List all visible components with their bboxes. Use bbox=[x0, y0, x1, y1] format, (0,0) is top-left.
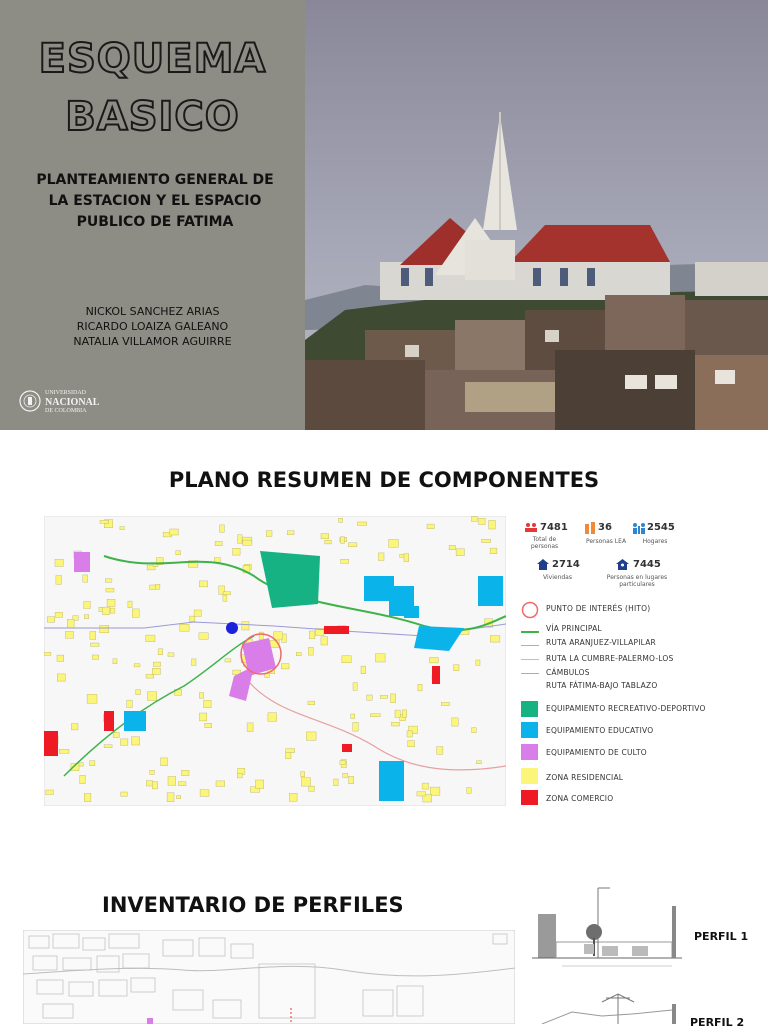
residential-block bbox=[306, 732, 316, 740]
residential-block bbox=[427, 524, 434, 529]
residential-block bbox=[482, 539, 491, 542]
stat-value: 7445 bbox=[633, 559, 661, 570]
stat-particulares bbox=[602, 558, 672, 592]
logo-line2: NACIONAL bbox=[45, 397, 100, 408]
residential-block bbox=[476, 761, 481, 764]
residential-block bbox=[456, 549, 464, 556]
residential-block bbox=[79, 763, 84, 766]
residential-block bbox=[255, 780, 263, 789]
residential-block bbox=[237, 774, 242, 778]
residential-block bbox=[378, 553, 384, 561]
residential-block bbox=[127, 700, 132, 707]
residential-block bbox=[286, 749, 295, 753]
legend-educativo: EQUIPAMIENTO EDUCATIVO bbox=[546, 726, 654, 735]
residential-block bbox=[181, 770, 189, 775]
residential-block bbox=[214, 558, 220, 563]
residential-block bbox=[242, 622, 249, 630]
residential-block bbox=[199, 693, 204, 699]
residential-block bbox=[321, 637, 328, 645]
residential-block bbox=[325, 540, 331, 544]
residential-block bbox=[408, 741, 415, 747]
residential-block bbox=[225, 659, 231, 662]
logo-line1: UNIVERSIDAD bbox=[45, 390, 86, 396]
residential-block bbox=[178, 782, 186, 786]
residential-block bbox=[90, 761, 95, 766]
residential-block bbox=[361, 666, 366, 674]
residential-block bbox=[268, 713, 277, 722]
cover-title-line1: ESQUEMA bbox=[38, 36, 267, 82]
residential-block bbox=[84, 602, 91, 609]
residential-block bbox=[301, 778, 310, 786]
residential-block bbox=[113, 732, 119, 737]
residential-block bbox=[170, 529, 179, 535]
residential-block bbox=[105, 579, 112, 583]
residential-block bbox=[449, 545, 455, 549]
residential-block bbox=[349, 776, 354, 784]
inventario-title: INVENTARIO DE PERFILES bbox=[102, 893, 404, 917]
residential-block bbox=[194, 610, 201, 616]
legend-ruta2b: CÁMBULOS bbox=[546, 668, 590, 677]
stat-label: Total de personas bbox=[530, 536, 559, 550]
residential-block bbox=[452, 718, 458, 726]
residential-block bbox=[46, 790, 54, 795]
residential-block bbox=[199, 633, 208, 639]
residential-block bbox=[107, 599, 115, 606]
resumen-title: PLANO RESUMEN DE COMPONENTES bbox=[168, 468, 600, 492]
stat-value: 2545 bbox=[647, 522, 675, 533]
ruta1-legend-swatch bbox=[521, 645, 539, 646]
legend-hito: PUNTO DE INTERÉS (HITO) bbox=[546, 604, 651, 613]
residential-block bbox=[223, 596, 227, 602]
cover-subtitle-line1: PLANTEAMIENTO GENERAL DE bbox=[36, 172, 274, 188]
residential-block bbox=[84, 793, 91, 801]
residential-block bbox=[146, 635, 155, 642]
stat-label: Viviendas bbox=[543, 574, 572, 581]
residential-block bbox=[357, 522, 366, 525]
residential-block bbox=[287, 531, 294, 535]
residential-block bbox=[128, 601, 132, 608]
residential-block bbox=[321, 534, 329, 539]
residential-block bbox=[110, 608, 115, 613]
residential-block bbox=[152, 668, 160, 674]
residential-block bbox=[301, 772, 305, 777]
residential-block bbox=[489, 520, 496, 529]
resumen-map bbox=[44, 516, 506, 806]
ruta2-legend-swatch bbox=[521, 659, 539, 660]
residential-block bbox=[100, 625, 109, 633]
logo-line3: DE COLOMBIA bbox=[45, 408, 87, 414]
residential-block bbox=[55, 559, 63, 566]
residential-block bbox=[204, 700, 212, 708]
cover-title-line2: BASICO bbox=[65, 94, 240, 140]
university-seal-icon bbox=[18, 384, 42, 418]
house-icon bbox=[537, 559, 549, 570]
residential-block bbox=[418, 684, 422, 691]
residential-block bbox=[216, 781, 225, 787]
legend-ruta2: RUTA LA CUMBRE-PALERMO-LOS bbox=[546, 654, 674, 663]
residential-block bbox=[353, 683, 357, 691]
profile-1-label: PERFIL 1 bbox=[694, 930, 749, 943]
residential-block bbox=[243, 540, 252, 545]
author-1: NICKOL SANCHEZ ARIAS bbox=[85, 305, 220, 318]
residential-block bbox=[200, 790, 209, 797]
residential-block bbox=[199, 713, 206, 721]
residential-block bbox=[309, 631, 315, 639]
residential-block bbox=[71, 724, 78, 730]
residential-block bbox=[55, 612, 63, 617]
residential-block bbox=[391, 722, 399, 726]
residential-block bbox=[121, 739, 128, 746]
residential-block bbox=[238, 535, 243, 544]
church-photo bbox=[305, 0, 768, 430]
residential-block bbox=[259, 632, 263, 640]
residential-block bbox=[150, 770, 154, 774]
residential-block bbox=[441, 702, 449, 705]
residential-block bbox=[429, 657, 438, 663]
residential-block bbox=[389, 539, 399, 547]
residential-block bbox=[289, 793, 297, 801]
residential-block bbox=[309, 786, 315, 791]
residential-block bbox=[370, 714, 380, 717]
stat-label: Hogares bbox=[642, 538, 668, 545]
residential-block bbox=[417, 792, 426, 796]
residencial-legend-swatch bbox=[521, 768, 538, 784]
residential-block bbox=[430, 787, 440, 795]
residential-block bbox=[103, 607, 110, 615]
residential-block bbox=[59, 749, 69, 753]
cover-subtitle-line2: LA ESTACION Y EL ESPACIO bbox=[48, 193, 262, 209]
residential-block bbox=[146, 781, 152, 786]
residential-block bbox=[233, 548, 241, 555]
residential-block bbox=[296, 652, 301, 655]
residential-block bbox=[476, 660, 480, 665]
residential-block bbox=[136, 690, 141, 695]
residential-block bbox=[104, 745, 112, 748]
author-3: NATALIA VILLAMOR AGUIRRE bbox=[73, 335, 232, 348]
building-icon bbox=[584, 522, 596, 534]
residential-block bbox=[238, 768, 245, 774]
residential-block bbox=[167, 793, 174, 802]
residential-block bbox=[391, 694, 396, 703]
residential-block bbox=[190, 616, 195, 621]
profile-1-drawing bbox=[532, 882, 682, 974]
residential-block bbox=[343, 773, 348, 777]
residential-block bbox=[380, 695, 387, 698]
residential-block bbox=[67, 619, 74, 628]
residential-block bbox=[339, 518, 343, 522]
residential-block bbox=[341, 559, 349, 563]
recreativo-legend-swatch bbox=[521, 701, 538, 717]
residential-block bbox=[65, 631, 73, 638]
residential-block bbox=[220, 525, 225, 532]
residential-block bbox=[106, 588, 114, 592]
hito-legend-icon bbox=[521, 601, 539, 619]
residential-block bbox=[402, 710, 407, 717]
residential-block bbox=[152, 782, 157, 789]
residential-block bbox=[158, 649, 163, 655]
legend-via: VÍA PRINCIPAL bbox=[546, 624, 602, 633]
residential-block bbox=[422, 783, 428, 789]
residential-block bbox=[472, 517, 478, 522]
legend-ruta3: RUTA FÁTIMA-BAJO TABLAZO bbox=[546, 681, 658, 690]
university-logo bbox=[18, 384, 108, 418]
stat-value: 2714 bbox=[552, 559, 580, 570]
residential-block bbox=[113, 659, 117, 664]
residential-block bbox=[199, 581, 207, 587]
residential-block bbox=[223, 592, 231, 595]
residential-block bbox=[273, 632, 282, 640]
residential-block bbox=[168, 653, 174, 657]
residential-block bbox=[92, 655, 99, 659]
residential-block bbox=[467, 788, 472, 794]
residential-block bbox=[282, 634, 287, 642]
residential-block bbox=[454, 665, 460, 671]
legend-ruta1: RUTA ARANJUEZ-VILLAPILAR bbox=[546, 638, 656, 647]
residential-block bbox=[342, 656, 351, 663]
residential-block bbox=[205, 723, 212, 728]
residential-block bbox=[367, 695, 373, 700]
stat-value: 7481 bbox=[540, 522, 568, 533]
residential-block bbox=[153, 662, 160, 666]
educativo-legend-swatch bbox=[521, 722, 538, 738]
legend-recreativo: EQUIPAMIENTO RECREATIVO-DEPORTIVO bbox=[546, 704, 706, 713]
residential-block bbox=[44, 652, 51, 655]
residential-block bbox=[146, 674, 154, 678]
residential-block bbox=[177, 796, 181, 799]
residential-block bbox=[148, 692, 157, 701]
residential-block bbox=[375, 654, 385, 662]
household-icon bbox=[632, 522, 646, 534]
residential-block bbox=[472, 728, 477, 733]
stat-label: Personas LEA bbox=[585, 538, 627, 545]
residential-block bbox=[349, 543, 357, 547]
residential-block bbox=[56, 576, 62, 585]
residential-block bbox=[395, 710, 400, 717]
residential-block bbox=[47, 617, 55, 623]
legend-culto: EQUIPAMIENTO DE CULTO bbox=[546, 748, 647, 757]
home-people-icon bbox=[616, 559, 629, 570]
residential-block bbox=[404, 554, 409, 562]
residential-block bbox=[215, 541, 222, 545]
residential-block bbox=[308, 647, 313, 655]
residential-block bbox=[490, 636, 500, 643]
residential-block bbox=[87, 694, 97, 703]
comercio-legend-swatch bbox=[521, 790, 538, 805]
residential-block bbox=[156, 584, 160, 589]
residential-block bbox=[437, 747, 443, 755]
residential-block bbox=[161, 758, 168, 766]
residential-block bbox=[281, 664, 289, 669]
residential-block bbox=[351, 714, 355, 719]
residential-block bbox=[83, 575, 88, 582]
residential-block bbox=[168, 777, 176, 786]
via-legend-swatch bbox=[521, 631, 539, 633]
residential-block bbox=[57, 674, 65, 681]
residential-block bbox=[120, 527, 125, 530]
legend-comercio: ZONA COMERCIO bbox=[546, 794, 614, 803]
residential-block bbox=[132, 609, 139, 617]
profile-2-drawing bbox=[532, 984, 682, 1024]
residential-block bbox=[150, 585, 156, 590]
stat-hogares bbox=[630, 520, 690, 556]
residential-block bbox=[80, 775, 85, 783]
ruta3-legend-swatch bbox=[521, 673, 539, 674]
profiles-map bbox=[23, 930, 515, 1024]
residential-block bbox=[340, 761, 345, 765]
residential-block bbox=[247, 723, 253, 732]
residential-block bbox=[134, 664, 140, 667]
residential-block bbox=[341, 537, 345, 544]
profile-2-label: PERFIL 2 bbox=[690, 1016, 745, 1029]
residential-block bbox=[286, 752, 292, 759]
residential-block bbox=[91, 643, 100, 646]
residential-block bbox=[308, 701, 315, 705]
residential-block bbox=[353, 722, 359, 731]
residential-block bbox=[121, 792, 128, 796]
residential-block bbox=[180, 624, 189, 631]
stat-label: Personas en lugares particulares bbox=[606, 574, 668, 588]
residential-block bbox=[490, 548, 497, 554]
author-2: RICARDO LOAIZA GALEANO bbox=[76, 320, 229, 333]
residential-block bbox=[192, 659, 197, 666]
residential-block bbox=[57, 655, 64, 661]
cover-subtitle-line3: PUBLICO DE FATIMA bbox=[76, 214, 234, 230]
residential-block bbox=[176, 551, 181, 555]
stat-value: 36 bbox=[598, 522, 612, 533]
culto-legend-swatch bbox=[521, 744, 538, 760]
residential-block bbox=[479, 518, 486, 524]
stat-viviendas bbox=[535, 558, 595, 584]
legend-residencial: ZONA RESIDENCIAL bbox=[546, 773, 624, 782]
residential-block bbox=[90, 632, 96, 640]
residential-block bbox=[334, 779, 339, 786]
station-point bbox=[226, 622, 238, 634]
residential-block bbox=[407, 731, 412, 737]
people-icon bbox=[524, 522, 538, 532]
residential-block bbox=[84, 615, 89, 619]
residential-block bbox=[266, 531, 272, 537]
residential-block bbox=[100, 520, 109, 523]
residential-block bbox=[131, 737, 139, 745]
